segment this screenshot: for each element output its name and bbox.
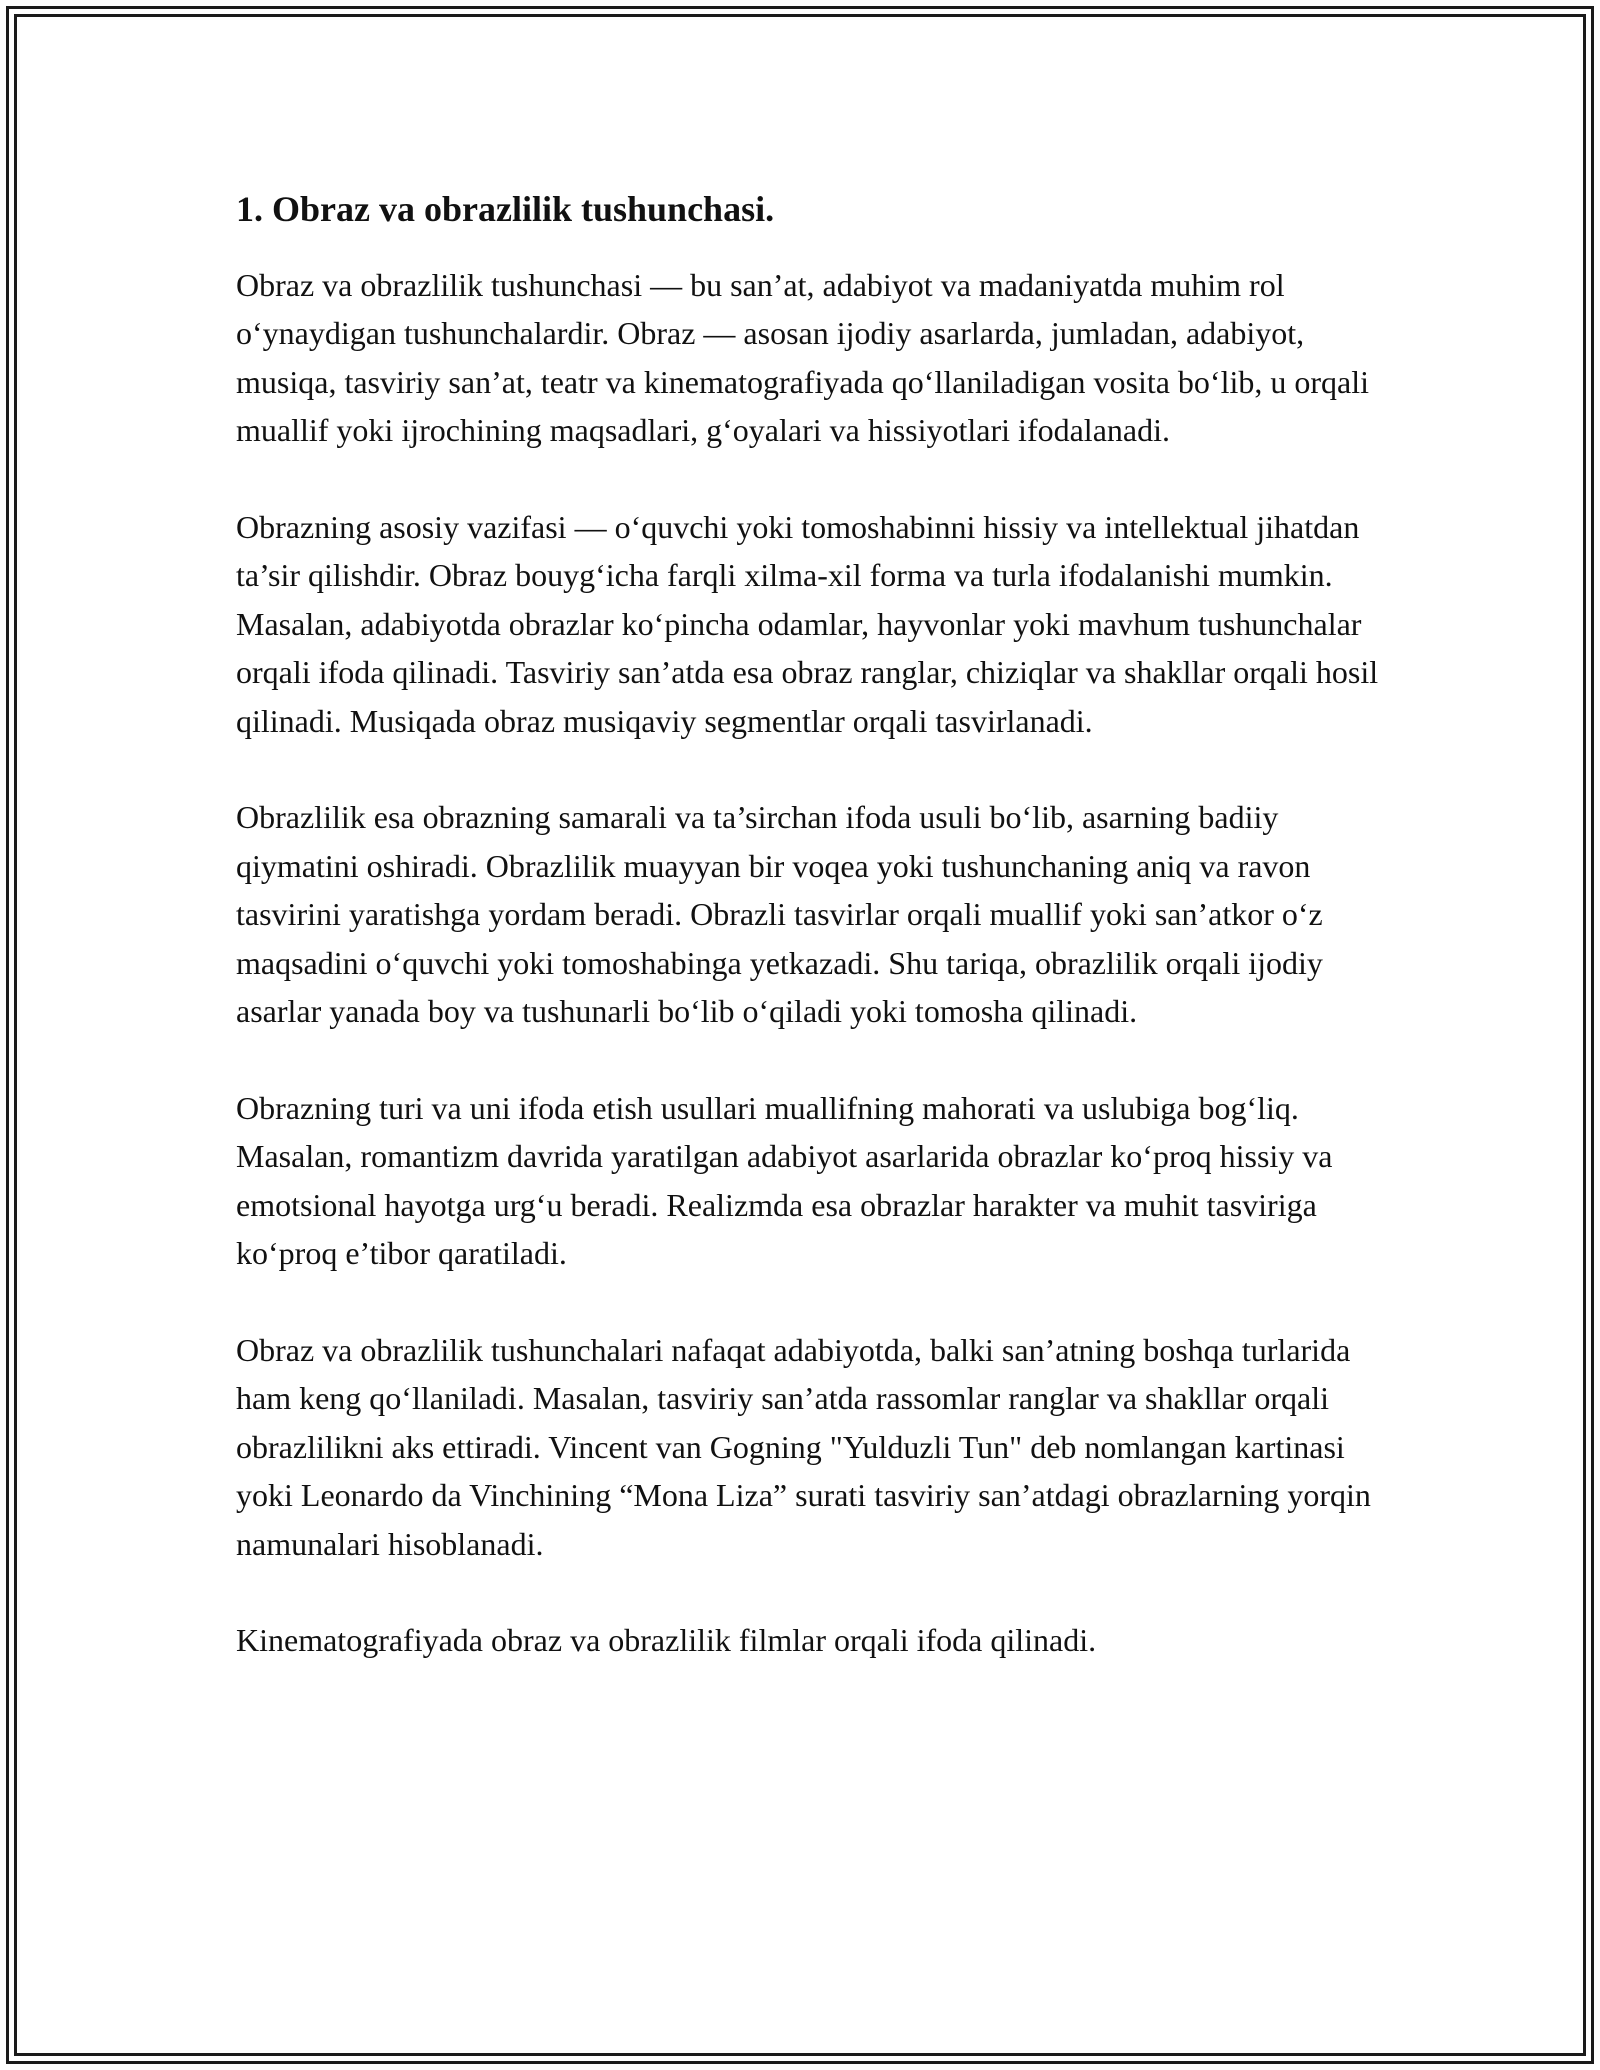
paragraph-6: Kinematografiyada obraz va obrazlilik filmlar orqali ifoda qilinadi.: [236, 1622, 1097, 1659]
paragraph-1: Obraz va obrazlilik tushunchasi — bu san’at, adabiyot va madaniyatda muhim rol o‘ynaydigan tushunchalardir. Obraz — asosan ijodiy asarlarda, jumladan, adabiyot, musiqa, tasviriy san’at, teatr va kinematografiyada qo‘llaniladigan vosita bo‘lib, u orqali muallif yoki ijrochining maqsadlari, g‘oyalari va hissiyotlari ifodalanadi.: [236, 266, 1369, 449]
paragraph-2: Obrazning asosiy vazifasi — o‘quvchi yoki tomoshabinni hissiy va intellektual jihatdan ta’sir qilishdir. Obraz bouyg‘icha farqli xilma-xil forma va turla ifodalanishi mumkin. Masalan, adabiyotda obrazlar ko‘pincha odamlar, hayvonlar yoki mavhum tushunchalar orqali ifoda qilinadi. Tasviriy san’atda esa obraz ranglar, chiziqlar va shakllar orqali hosil qilinadi. Musiqada obraz musiqaviy segmentlar orqali tasvirlanadi.: [236, 508, 1379, 739]
paragraph-3: Obrazlilik esa obrazning samarali va ta’sirchan ifoda usuli bo‘lib, asarning badiiy qiymatini oshiradi. Obrazlilik muayyan bir voqea yoki tushunchaning aniq va ravon tasvirini yaratishga yordam beradi. Obrazli tasvirlar orqali muallif yoki san’atkor o‘z maqsadini o‘quvchi yoki tomoshabinga yetkazadi. Shu tariqa, obrazlilik orqali ijodiy asarlar yanada boy va tushunarli bo‘lib o‘qiladi yoki tomosha qilinadi.: [236, 799, 1323, 1030]
section-heading: 1. Obraz va obrazlilik tushunchasi.: [236, 189, 775, 229]
paragraph-5: Obraz va obrazlilik tushunchalari nafaqat adabiyotda, balki san’atning boshqa turlarida ham keng qo‘llaniladi. Masalan, tasviriy san’atda rassomlar ranglar va shakllar orqali obrazlilikni aks ettiradi. Vincent van Gogning "Yulduzli Tun" deb nomlangan kartinasi yoki Leonardo da Vinchining “Mona Liza” surati tasviriy san’atdagi obrazlarning yorqin namunalari hisoblanadi.: [236, 1331, 1371, 1562]
document-body: [236, 186, 1386, 1713]
paragraph-4: Obrazning turi va uni ifoda etish usullari muallifning mahorati va uslubiga bog‘liq. Masalan, romantizm davrida yaratilgan adabiyot asarlarida obrazlar ko‘proq hissiy va emotsional hayotga urg‘u beradi. Realizmda esa obrazlar harakter va muhit tasviriga ko‘proq e’tibor qaratiladi.: [236, 1089, 1333, 1272]
